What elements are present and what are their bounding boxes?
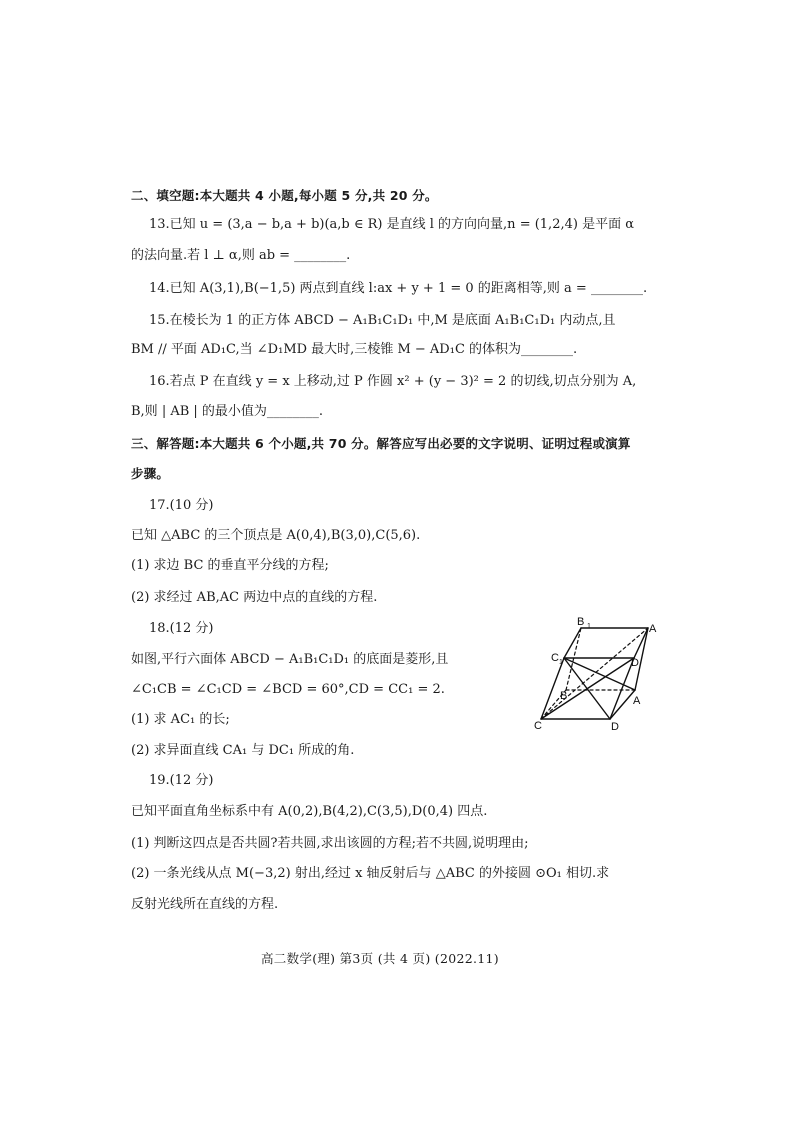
label-c: C bbox=[534, 720, 542, 732]
question-16-line-1: 16.若点 P 在直线 y = x 上移动,过 P 作圆 x² + (y − 3)² = 2 的切线,切点分别为 A, bbox=[149, 374, 637, 389]
question-18-number: 18.(12 分) bbox=[149, 621, 214, 636]
question-17-stem: 已知 △ABC 的三个顶点是 A(0,4),B(3,0),C(5,6). bbox=[131, 528, 421, 543]
question-19-part-2-line-2: 反射光线所在直线的方程. bbox=[131, 897, 279, 912]
section-3-heading-line-2: 步骤。 bbox=[131, 466, 170, 481]
question-19-part-1: (1) 判断这四点是否共圆?若共圆,求出该圆的方程;若不共圆,说明理由; bbox=[131, 836, 529, 851]
label-d1: D bbox=[631, 657, 639, 669]
question-15-line-1: 15.在棱长为 1 的正方体 ABCD − A₁B₁C₁D₁ 中,M 是底面 A₁B₁C₁D₁ 内动点,且 bbox=[149, 313, 616, 328]
question-18-part-1: (1) 求 AC₁ 的长; bbox=[131, 712, 230, 727]
hidden-diagonal-ca1 bbox=[541, 628, 648, 719]
section-2-heading: 二、填空题:本大题共 4 小题,每小题 5 分,共 20 分。 bbox=[131, 188, 438, 203]
question-13-line-2: 的法向量.若 l ⊥ α,则 ab = ________. bbox=[131, 248, 351, 263]
question-13-line-1: 13.已知 u = (3,a − b,a + b)(a,b ∈ R) 是直线 l 的方向向量,n = (1,2,4) 是平面 α bbox=[149, 217, 634, 232]
question-18-stem-line-1: 如图,平行六面体 ABCD − A₁B₁C₁D₁ 的底面是菱形,且 bbox=[131, 652, 449, 667]
label-b1: B bbox=[577, 616, 585, 628]
edge-da bbox=[610, 690, 635, 719]
segment-c1a bbox=[564, 658, 635, 690]
question-18-stem-line-2: ∠C₁CB = ∠C₁CD = ∠BCD = 60°,CD = CC₁ = 2. bbox=[131, 682, 445, 697]
segment-c1d bbox=[564, 658, 610, 719]
question-17-part-1: (1) 求边 BC 的垂直平分线的方程; bbox=[131, 558, 329, 573]
label-a: A bbox=[633, 695, 641, 707]
question-19-stem: 已知平面直角坐标系中有 A(0,2),B(4,2),C(3,5),D(0,4) 四点. bbox=[131, 804, 488, 819]
question-17-part-2: (2) 求经过 AB,AC 两边中点的直线的方程. bbox=[131, 590, 378, 605]
question-14: 14.已知 A(3,1),B(−1,5) 两点到直线 l:ax + y + 1 = 0 的距离相等,则 a = ________. bbox=[149, 281, 648, 296]
question-15-line-2: BM // 平面 AD₁C,当 ∠D₁MD 最大时,三棱锥 M − AD₁C 的体积为________. bbox=[131, 342, 578, 357]
parallelepiped-figure bbox=[530, 612, 664, 734]
edge-b1c1 bbox=[564, 628, 581, 658]
question-17-number: 17.(10 分) bbox=[149, 498, 214, 513]
question-16-line-2: B,则 | AB | 的最小值为________. bbox=[131, 404, 324, 419]
page-footer: 高二数学(理) 第3页 (共 4 页) (2022.11) bbox=[261, 951, 499, 966]
label-d: D bbox=[611, 721, 619, 733]
hidden-edge-bb1 bbox=[566, 628, 581, 690]
question-19-number: 19.(12 分) bbox=[149, 773, 214, 788]
question-18-part-2: (2) 求异面直线 CA₁ 与 DC₁ 所成的角. bbox=[131, 743, 355, 758]
label-c1: C bbox=[551, 652, 559, 664]
label-b1-subscript: 1 bbox=[587, 623, 591, 630]
edge-d1a1 bbox=[634, 628, 648, 658]
section-3-heading-line-1: 三、解答题:本大题共 6 个小题,共 70 分。解答应写出必要的文字说明、证明过程或演算 bbox=[131, 436, 631, 451]
question-19-part-2-line-1: (2) 一条光线从点 M(−3,2) 射出,经过 x 轴反射后与 △ABC 的外接圆 ⊙O₁ 相切.求 bbox=[131, 866, 610, 881]
label-a1: A bbox=[649, 623, 657, 635]
label-b: B bbox=[560, 690, 568, 702]
label-c1-subscript: 1 bbox=[559, 659, 563, 666]
